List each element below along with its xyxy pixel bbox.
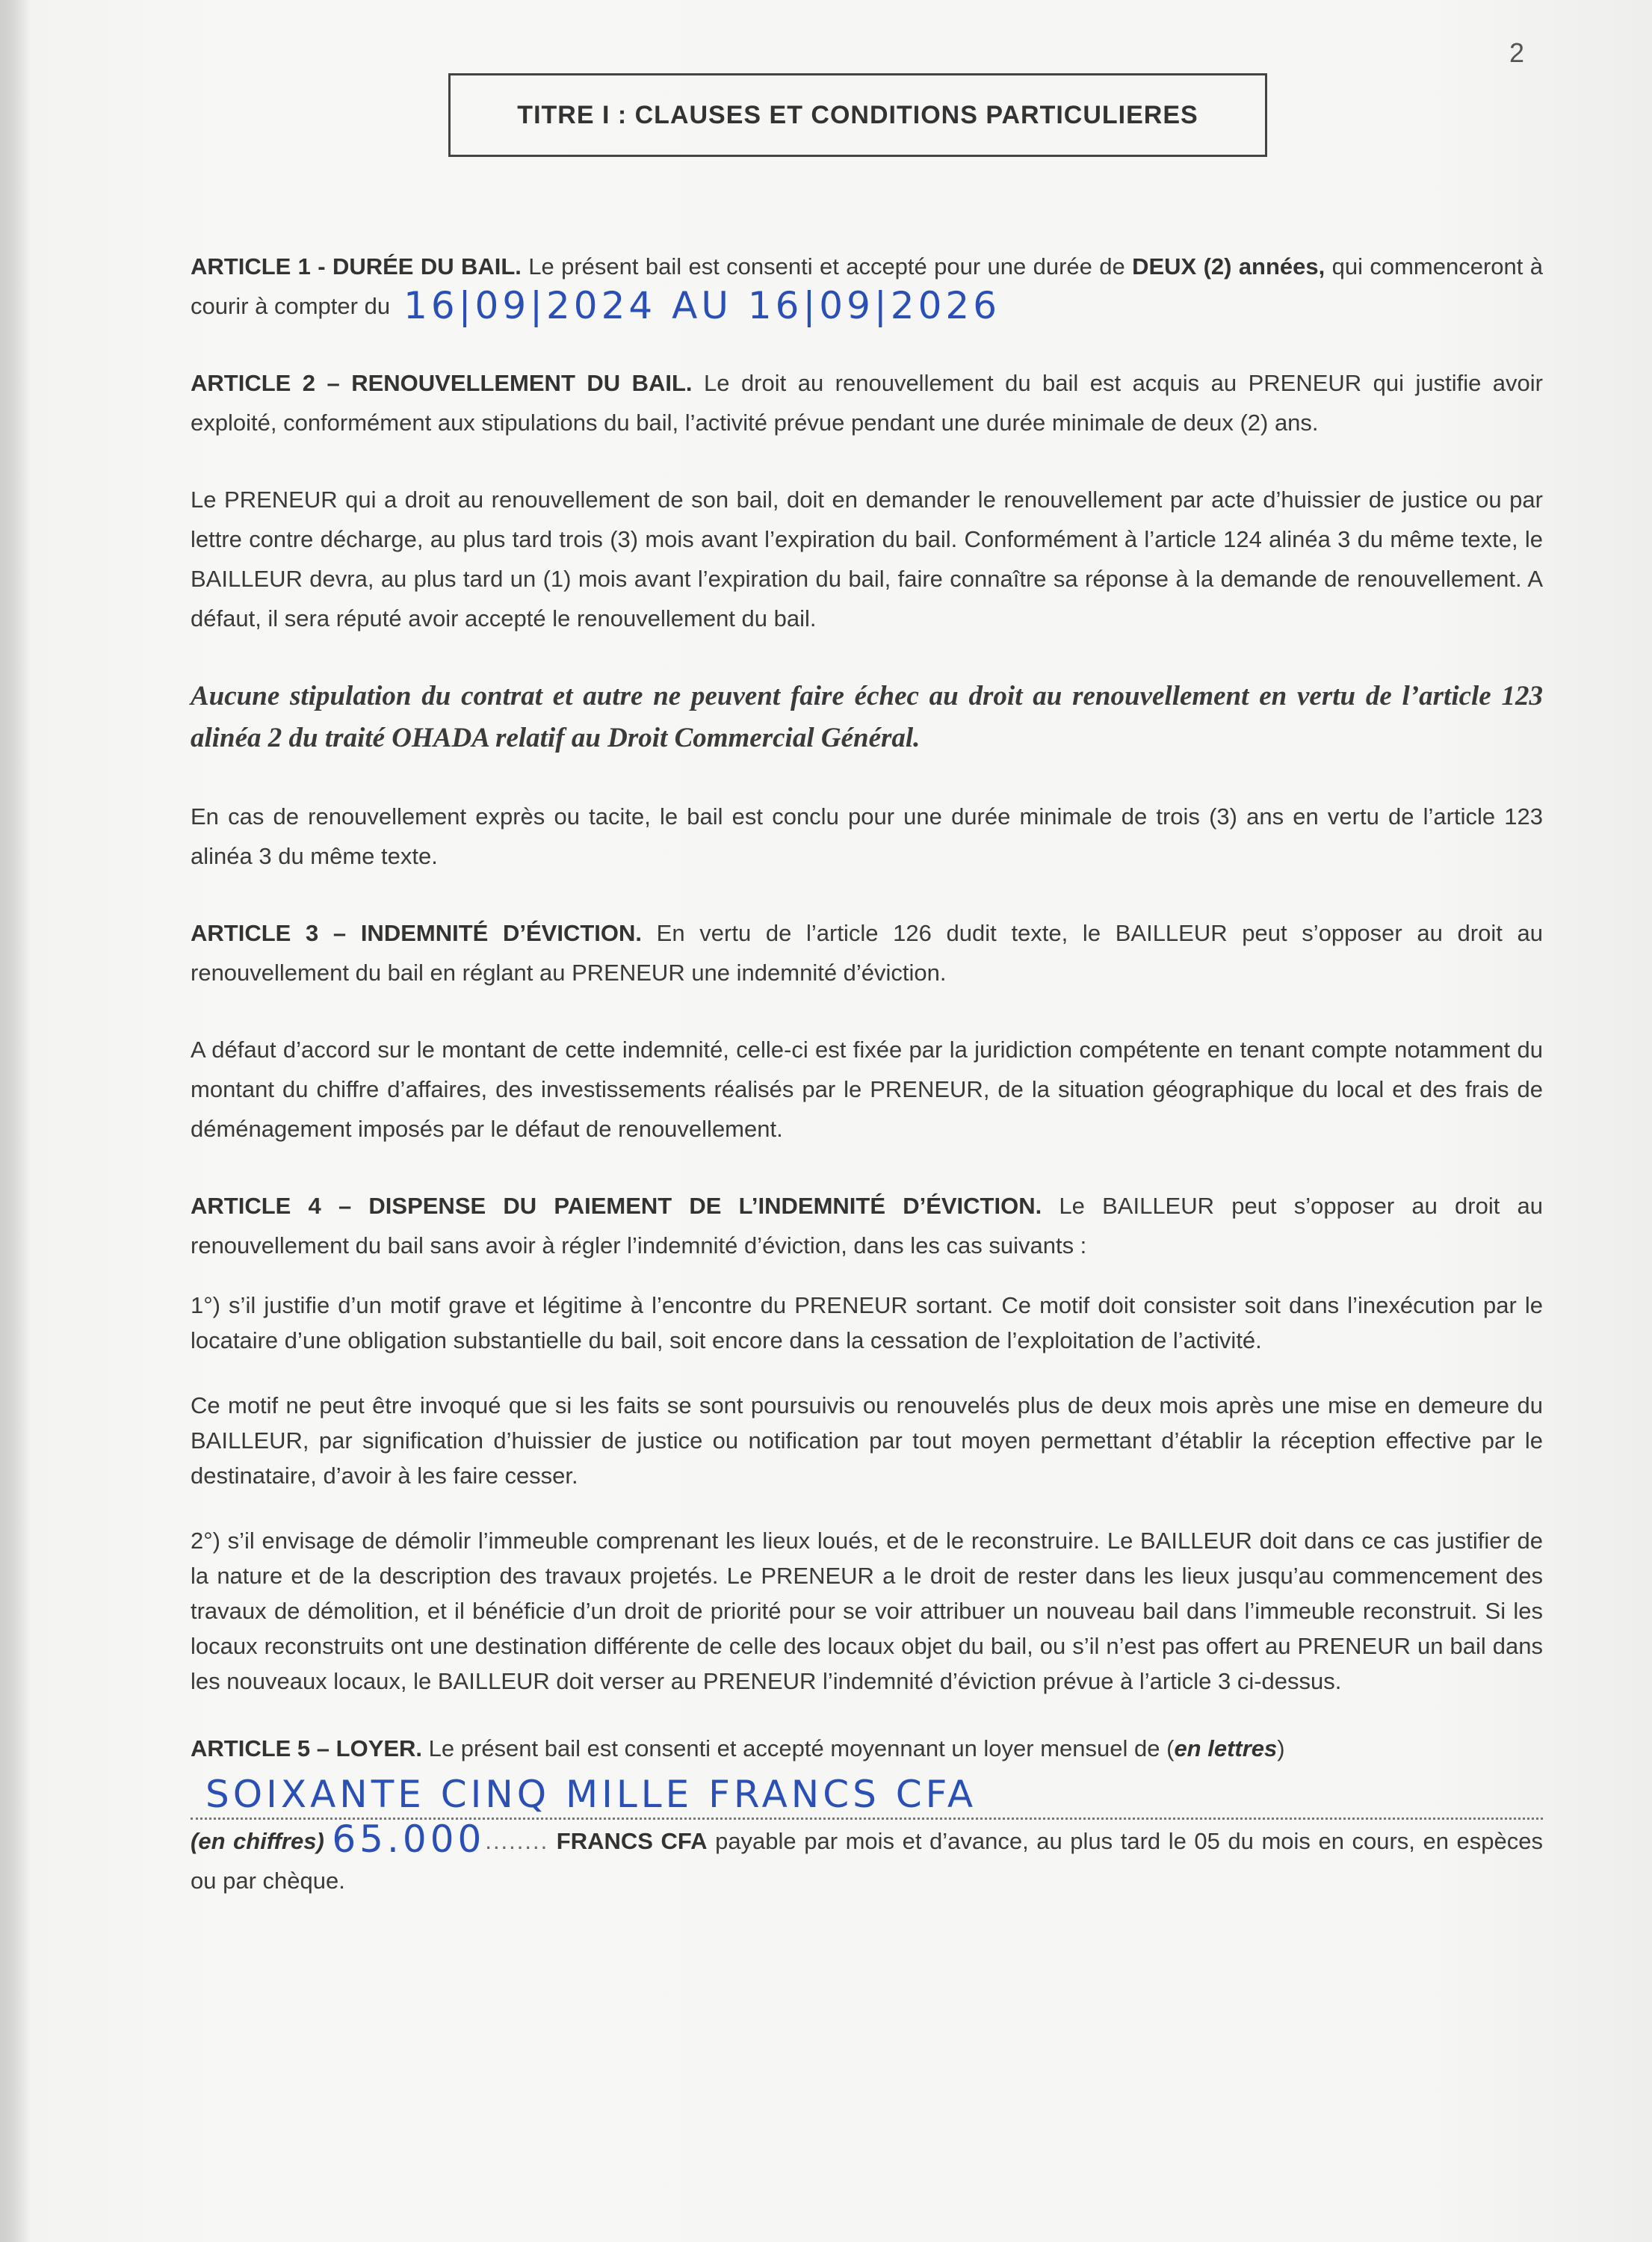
article-4-heading: ARTICLE 4 – DISPENSE DU PAIEMENT DE L’INDEMNITÉ D’ÉVICTION.: [191, 1193, 1042, 1219]
rent-dots: ........: [485, 1828, 549, 1854]
article-2-text: Le droit au renouvellement du bail est acquis au PRENEUR qui justifie avoir exploité, conformément aux stipulations du bail, l’activité prévue pendant une durée minimale de deux (2) ans.: [191, 370, 1543, 436]
page-edge-shadow: [0, 0, 30, 2242]
article-5: [191, 1729, 1543, 1900]
handwritten-period: 16|09|2024 AU 16|09|2026: [403, 284, 1001, 327]
article-1-heading: ARTICLE 1 - DURÉE DU BAIL.: [191, 253, 522, 280]
article-3: [191, 913, 1543, 992]
article-5-text: Le présent bail est consenti et accepté moyennant un loyer mensuel de (: [422, 1735, 1175, 1761]
article-5-text-end: payable par mois et d’avance, au plus tard le 05 du mois en cours, en espèces ou par chèque.: [191, 1828, 1543, 1894]
article-2-paragraph-3: Aucune stipulation du contrat et autre ne peuvent faire échec au droit au renouvellement en vertu de l’article 123 alinéa 2 du traité OHADA relatif au Droit Commercial Général.: [191, 681, 1543, 753]
article-3-heading: ARTICLE 3 – INDEMNITÉ D’ÉVICTION.: [191, 920, 643, 946]
article-2-paragraph-2: Le PRENEUR qui a droit au renouvellement de son bail, doit en demander le renouvellement par acte d’huissier de justice ou par lettre contre décharge, au plus tard trois (3) mois avant l’expiration du bail. Conformément à l’article 124 alinéa 3 du même texte, le BAILLEUR devra, au plus tard un (1) mois avant l’expiration du bail, faire connaître sa réponse à la demande de renouvellement. A défaut, il sera réputé avoir accepté le renouvellement du bail.: [191, 487, 1543, 631]
article-4-text: Le BAILLEUR peut s’opposer au droit au renouvellement du bail sans avoir à régler l’indemnité d’éviction, dans les cas suivants :: [191, 1193, 1544, 1259]
document-body: [191, 247, 1543, 1900]
article-4-case-1: 1°) s’il justifie d’un motif grave et légitime à l’encontre du PRENEUR sortant. Ce motif doit consister soit dans l’inexécution par le locataire d’une obligation substantielle du bail, soit encore dans la cessation de l’exploitation de l’activité.: [191, 1292, 1543, 1353]
article-3-paragraph-2: A défaut d’accord sur le montant de cette indemnité, celle-ci est fixée par la juridiction compétente en tenant compte notamment du montant du chiffre d’affaires, des investissements réalisés par le PRENEUR, de la situation géographique du local et des frais de déménagement imposés par le défaut de renouvellement.: [191, 1037, 1543, 1142]
en-chiffres-label: (en chiffres): [191, 1828, 324, 1854]
article-5-heading: ARTICLE 5 – LOYER.: [191, 1735, 423, 1761]
article-1: [191, 247, 1543, 326]
article-3-text: En vertu de l’article 126 dudit texte, le BAILLEUR peut s’opposer au droit au renouvellement du bail en réglant au PRENEUR une indemnité d’éviction.: [191, 920, 1543, 986]
article-1-text-a: Le présent bail est consenti et accepté pour une durée de: [521, 253, 1133, 280]
article-1-text-b: qui commenceront à courir à compter du: [191, 253, 1543, 319]
currency-label: FRANCS CFA: [556, 1828, 708, 1854]
article-1-duration: DEUX (2) années,: [1132, 253, 1325, 280]
handwritten-rent-letters: SOIXANTE CINQ MILLE FRANCS CFA: [205, 1773, 977, 1816]
article-4: [191, 1186, 1543, 1265]
handwritten-rent-number: 65.000: [332, 1818, 486, 1861]
article-4-case-2: 2°) s’il envisage de démolir l’immeuble comprenant les lieux loués, et de le reconstruire. Le BAILLEUR doit dans ce cas justifier de la nature et de la description des travaux projetés. Le PRENEUR a le droit de rester dans les lieux jusqu’au commencement des travaux de démolition, et il bénéficie d’un droit de priorité pour se voir attribuer un nouveau bail dans l’immeuble reconstruit. Si les locaux reconstruits ont une destination différente de celle des locaux objet du bail, ou s’il n’est pas offert au PRENEUR un bail dans les nouveaux locaux, le BAILLEUR doit verser au PRENEUR l’indemnité d’éviction prévue à l’article 3 ci-dessus.: [191, 1528, 1543, 1694]
page-title: TITRE I : CLAUSES ET CONDITIONS PARTICULIERES: [517, 100, 1198, 129]
article-2-heading: ARTICLE 2 – RENOUVELLEMENT DU BAIL.: [191, 370, 693, 396]
article-2: [191, 363, 1543, 442]
article-2-paragraph-4: En cas de renouvellement exprès ou tacite, le bail est conclu pour une durée minimale de trois (3) ans en vertu de l’article 123 alinéa 3 du même texte.: [191, 803, 1543, 869]
article-4-case-1-note: Ce motif ne peut être invoqué que si les faits se sont poursuivis ou renouvelés plus de deux mois après une mise en demeure du BAILLEUR, par signification d’huissier de justice ou notification par tout moyen permettant d’établir la réception effective par le destinataire, d’avoir à les faire cesser.: [191, 1392, 1543, 1489]
en-lettres-label: en lettres: [1174, 1735, 1278, 1761]
page-number: 2: [1509, 37, 1525, 68]
close-paren: ): [1277, 1735, 1285, 1761]
rent-in-letters-line: [191, 1771, 1543, 1820]
title-box: [448, 73, 1267, 157]
